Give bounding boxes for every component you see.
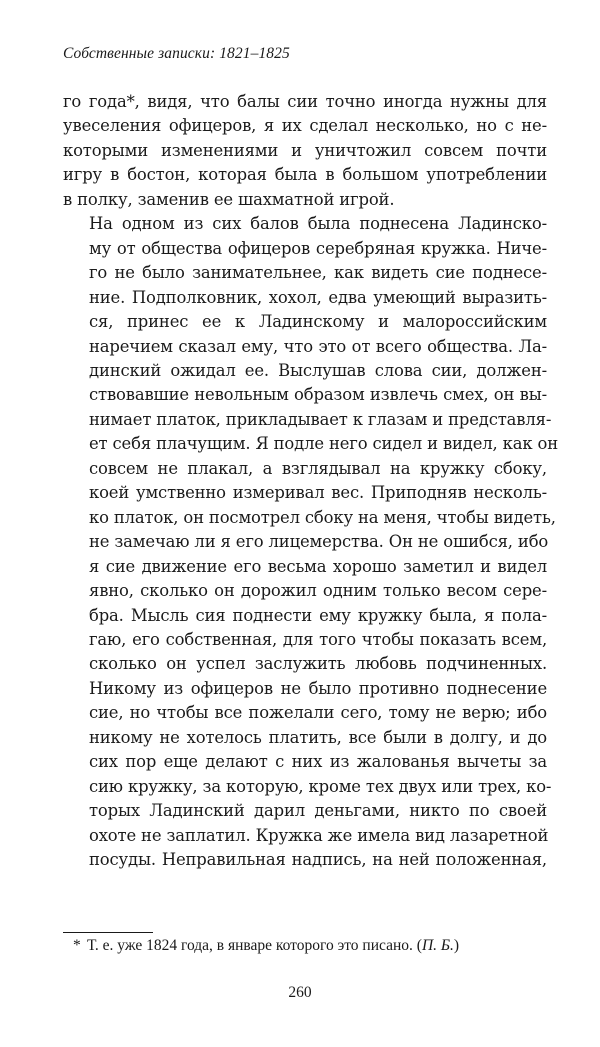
text-line: которыми изменениями и уничтожил совсем почти — [63, 140, 547, 160]
text-line: ко платок, он посмотрел сбоку на меня, чтобы видеть, — [89, 507, 556, 527]
body-text — [63, 90, 559, 873]
footnote-divider — [63, 932, 153, 933]
text-line: в полку, заменив ее шахматной игрой. — [63, 189, 395, 209]
text-line: го года*, видя, что балы сии точно иногда нужны для — [63, 92, 547, 111]
text-line: коей умственно измеривал вес. Приподняв несколь- — [89, 483, 547, 503]
text-line: посуды. Неправильная надпись, на ней положенная, — [89, 850, 547, 870]
text-line: игру в бостон, которая была в большом употреблении — [63, 165, 547, 185]
footnote-text: Т. е. уже 1824 года, в январе которого это писано. ( — [87, 937, 422, 954]
text-line: Никому из офицеров не было противно поднесение — [89, 678, 547, 698]
text-line: сколько он успел заслужить любовь подчиненных. — [89, 654, 547, 674]
text-line: я сие движение его весьма хорошо заметил и видел — [89, 556, 547, 576]
text-line: динский ожидал ее. Выслушав слова сии, должен- — [89, 360, 547, 380]
text-line: наречием сказал ему, что это от всего общества. Ла- — [89, 336, 547, 356]
text-line: никому не хотелось платить, все были в долгу, и до — [89, 727, 547, 747]
page-number: 260 — [288, 984, 312, 1001]
text-line: гаю, его собственная, для того чтобы показать всем, — [89, 629, 547, 649]
footnote-attribution: П. Б. — [421, 937, 454, 954]
text-line: сию кружку, за которую, кроме тех двух или трех, ко- — [89, 776, 552, 796]
text-line: торых Ладинский дарил деньгами, никто по своей — [89, 801, 547, 821]
footnote-mark: * — [73, 937, 81, 954]
text-line: нимает платок, прикладывает к глазам и представля- — [89, 409, 552, 429]
text-line: ствовавшие невольным образом извлечь смех, он вы- — [89, 385, 547, 405]
text-line: ние. Подполковник, хохол, едва умеющий выразить- — [89, 287, 547, 307]
text-line: сих пор еще делают с них из жалованья вычеты за — [89, 752, 547, 772]
footnote — [73, 936, 547, 956]
text-line: охоте не заплатил. Кружка же имела вид лазаретной — [89, 825, 549, 845]
paragraph-1 — [63, 90, 547, 212]
paragraph-2 — [63, 212, 559, 872]
running-head: Собственные записки: 1821–1825 — [63, 45, 290, 62]
text-line: му от общества офицеров серебряная кружка. Ниче- — [89, 238, 547, 258]
text-line: ся, принес ее к Ладинскому и малороссийским — [89, 312, 547, 332]
text-line: ет себя плачущим. Я подле него сидел и видел, как он — [89, 434, 559, 454]
text-line: совсем не плакал, а взглядывал на кружку сбоку, — [89, 458, 547, 478]
footnote-close: ) — [453, 937, 460, 954]
text-line: бра. Мысль сия поднести ему кружку была, я пола- — [89, 605, 547, 625]
text-line: увеселения офицеров, я их сделал несколько, но с не- — [63, 116, 547, 136]
text-line: не замечаю ли я его лицемерства. Он не ошибся, ибо — [89, 532, 549, 552]
text-line: явно, сколько он дорожил одним только весом сере- — [89, 581, 547, 601]
text-line: На одном из сих балов была поднесена Ладинско- — [89, 214, 547, 234]
text-line: сие, но чтобы все пожелали сего, тому не верю; ибо — [89, 703, 547, 723]
text-line: го не было занимательнее, как видеть сие поднесе- — [89, 263, 547, 283]
